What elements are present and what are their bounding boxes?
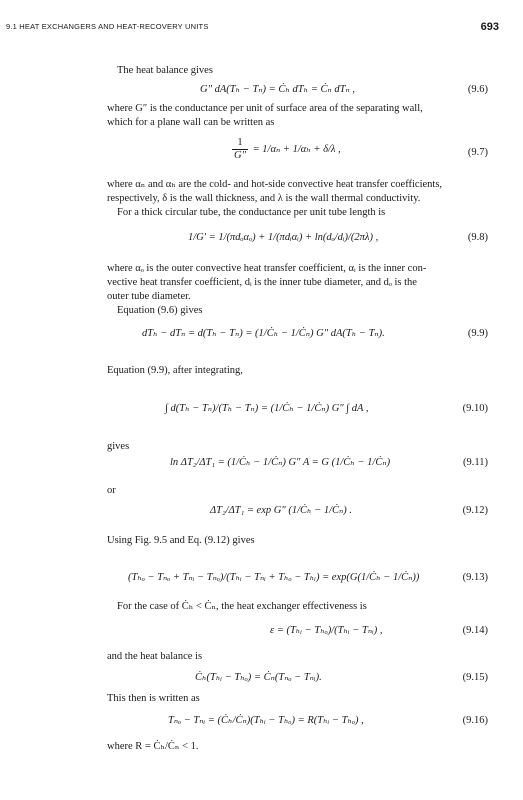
equation-number: (9.14) (462, 625, 488, 636)
paragraph-text: Using Fig. 9.5 and Eq. (9.12) gives (107, 535, 255, 546)
paragraph-text: For a thick circular tube, the conductance per unit tube length is (117, 207, 386, 218)
equation-9-7: $\frac{1}{G''}$ = 1/αₙ + 1/αₕ + δ/λ , (234, 137, 341, 162)
running-header (6, 20, 499, 36)
paragraph-text: outer tube diameter. (107, 291, 191, 302)
paragraph-text: which for a plane wall can be written as (107, 117, 275, 128)
paragraph-text: respectively, δ is the wall thickness, and λ is the wall thermal conductivity. (107, 193, 421, 204)
paragraph-text: where G″ is the conductance per unit of surface area of the separating wall, (107, 103, 423, 114)
equation-number: (9.6) (467, 84, 488, 95)
paragraph-text: or (107, 485, 116, 496)
equation-9-9: dTₕ − dTₙ = d(Tₕ − Tₙ) = (1/Ċₕ − 1/Ċₙ) G″ dA(Tₕ − Tₙ). (142, 328, 385, 339)
equation-9-16: Tₙₒ − Tₙᵢ = (Ċₕ/Ċₙ)(Tₕᵢ − Tₕₒ) = R(Tₕᵢ − Tₕₒ) , (168, 715, 364, 726)
equation-number: (9.8) (467, 232, 488, 243)
equation-number: (9.16) (462, 715, 488, 726)
equation-9-8: 1/G′ = 1/(πdₒαₒ) + 1/(πdᵢαᵢ) + ln(dₒ/dᵢ)/(2πλ) , (188, 232, 379, 243)
equation-number: (9.12) (462, 505, 488, 516)
equation-9-14: ε = (Tₕᵢ − Tₕₒ)/(Tₕᵢ − Tₙᵢ) , (270, 625, 383, 636)
equation-number: (9.13) (462, 572, 488, 583)
equation-number: (9.7) (467, 147, 488, 158)
section-title: 9.1 HEAT EXCHANGERS AND HEAT-RECOVERY UNITS (6, 22, 209, 31)
paragraph-text: gives (107, 441, 130, 452)
page-number: 693 (480, 21, 499, 33)
equation-9-13: (Tₕₒ − Tₙₒ + Tₙᵢ − Tₙₒ)/(Tₕᵢ − Tₙᵢ + Tₕₒ − Tₕᵢ) = exp(G(1/Ċₕ − 1/Ċₙ)) (128, 572, 420, 583)
equation-number: (9.9) (467, 328, 488, 339)
equation-9-12: ΔT₂/ΔT₁ = exp G″ (1/Ċₕ − 1/Ċₙ) . (210, 505, 353, 516)
equation-9-11: ln ΔT₂/ΔT₁ = (1/Ċₕ − 1/Ċₙ) G″ A = G (1/Ċₕ − 1/Ċₙ) (170, 457, 391, 468)
paragraph-text: where R = Ċₕ/Ċₙ < 1. (107, 741, 199, 752)
paragraph-heat-balance: The heat balance gives (117, 65, 213, 76)
paragraph-text: Equation (9.6) gives (117, 305, 203, 316)
paragraph-text: where αₒ is the outer convective heat transfer coefficient, αᵢ is the inner con- (107, 263, 427, 274)
paragraph-text: vective heat transfer coefficient, dᵢ is the inner tube diameter, and dₒ is the (107, 277, 417, 288)
equation-9-6: G″ dA(Tₕ − Tₙ) = Ċₕ dTₕ = Ċₙ dTₙ , (200, 84, 356, 95)
paragraph-text: where αₙ and αₕ are the cold- and hot-side convective heat transfer coefficients, (107, 179, 443, 190)
paragraph-text: Equation (9.9), after integrating, (107, 365, 243, 376)
paragraph-text: and the heat balance is (107, 651, 203, 662)
equation-number: (9.10) (462, 403, 488, 414)
equation-number: (9.15) (462, 672, 488, 683)
equation-9-10: ∫ d(Tₕ − Tₙ)/(Tₕ − Tₙ) = (1/Ċₕ − 1/Ċₙ) G″ ∫ dA , (165, 403, 369, 414)
paragraph-text: This then is written as (107, 693, 200, 704)
equation-number: (9.11) (463, 457, 488, 468)
paragraph-text: For the case of Ċₕ < Ċₙ, the heat exchanger effectiveness is (117, 601, 367, 612)
equation-9-15: Ċₕ(Tₕᵢ − Tₕₒ) = Ċₙ(Tₙₒ − Tₙᵢ). (195, 672, 322, 683)
